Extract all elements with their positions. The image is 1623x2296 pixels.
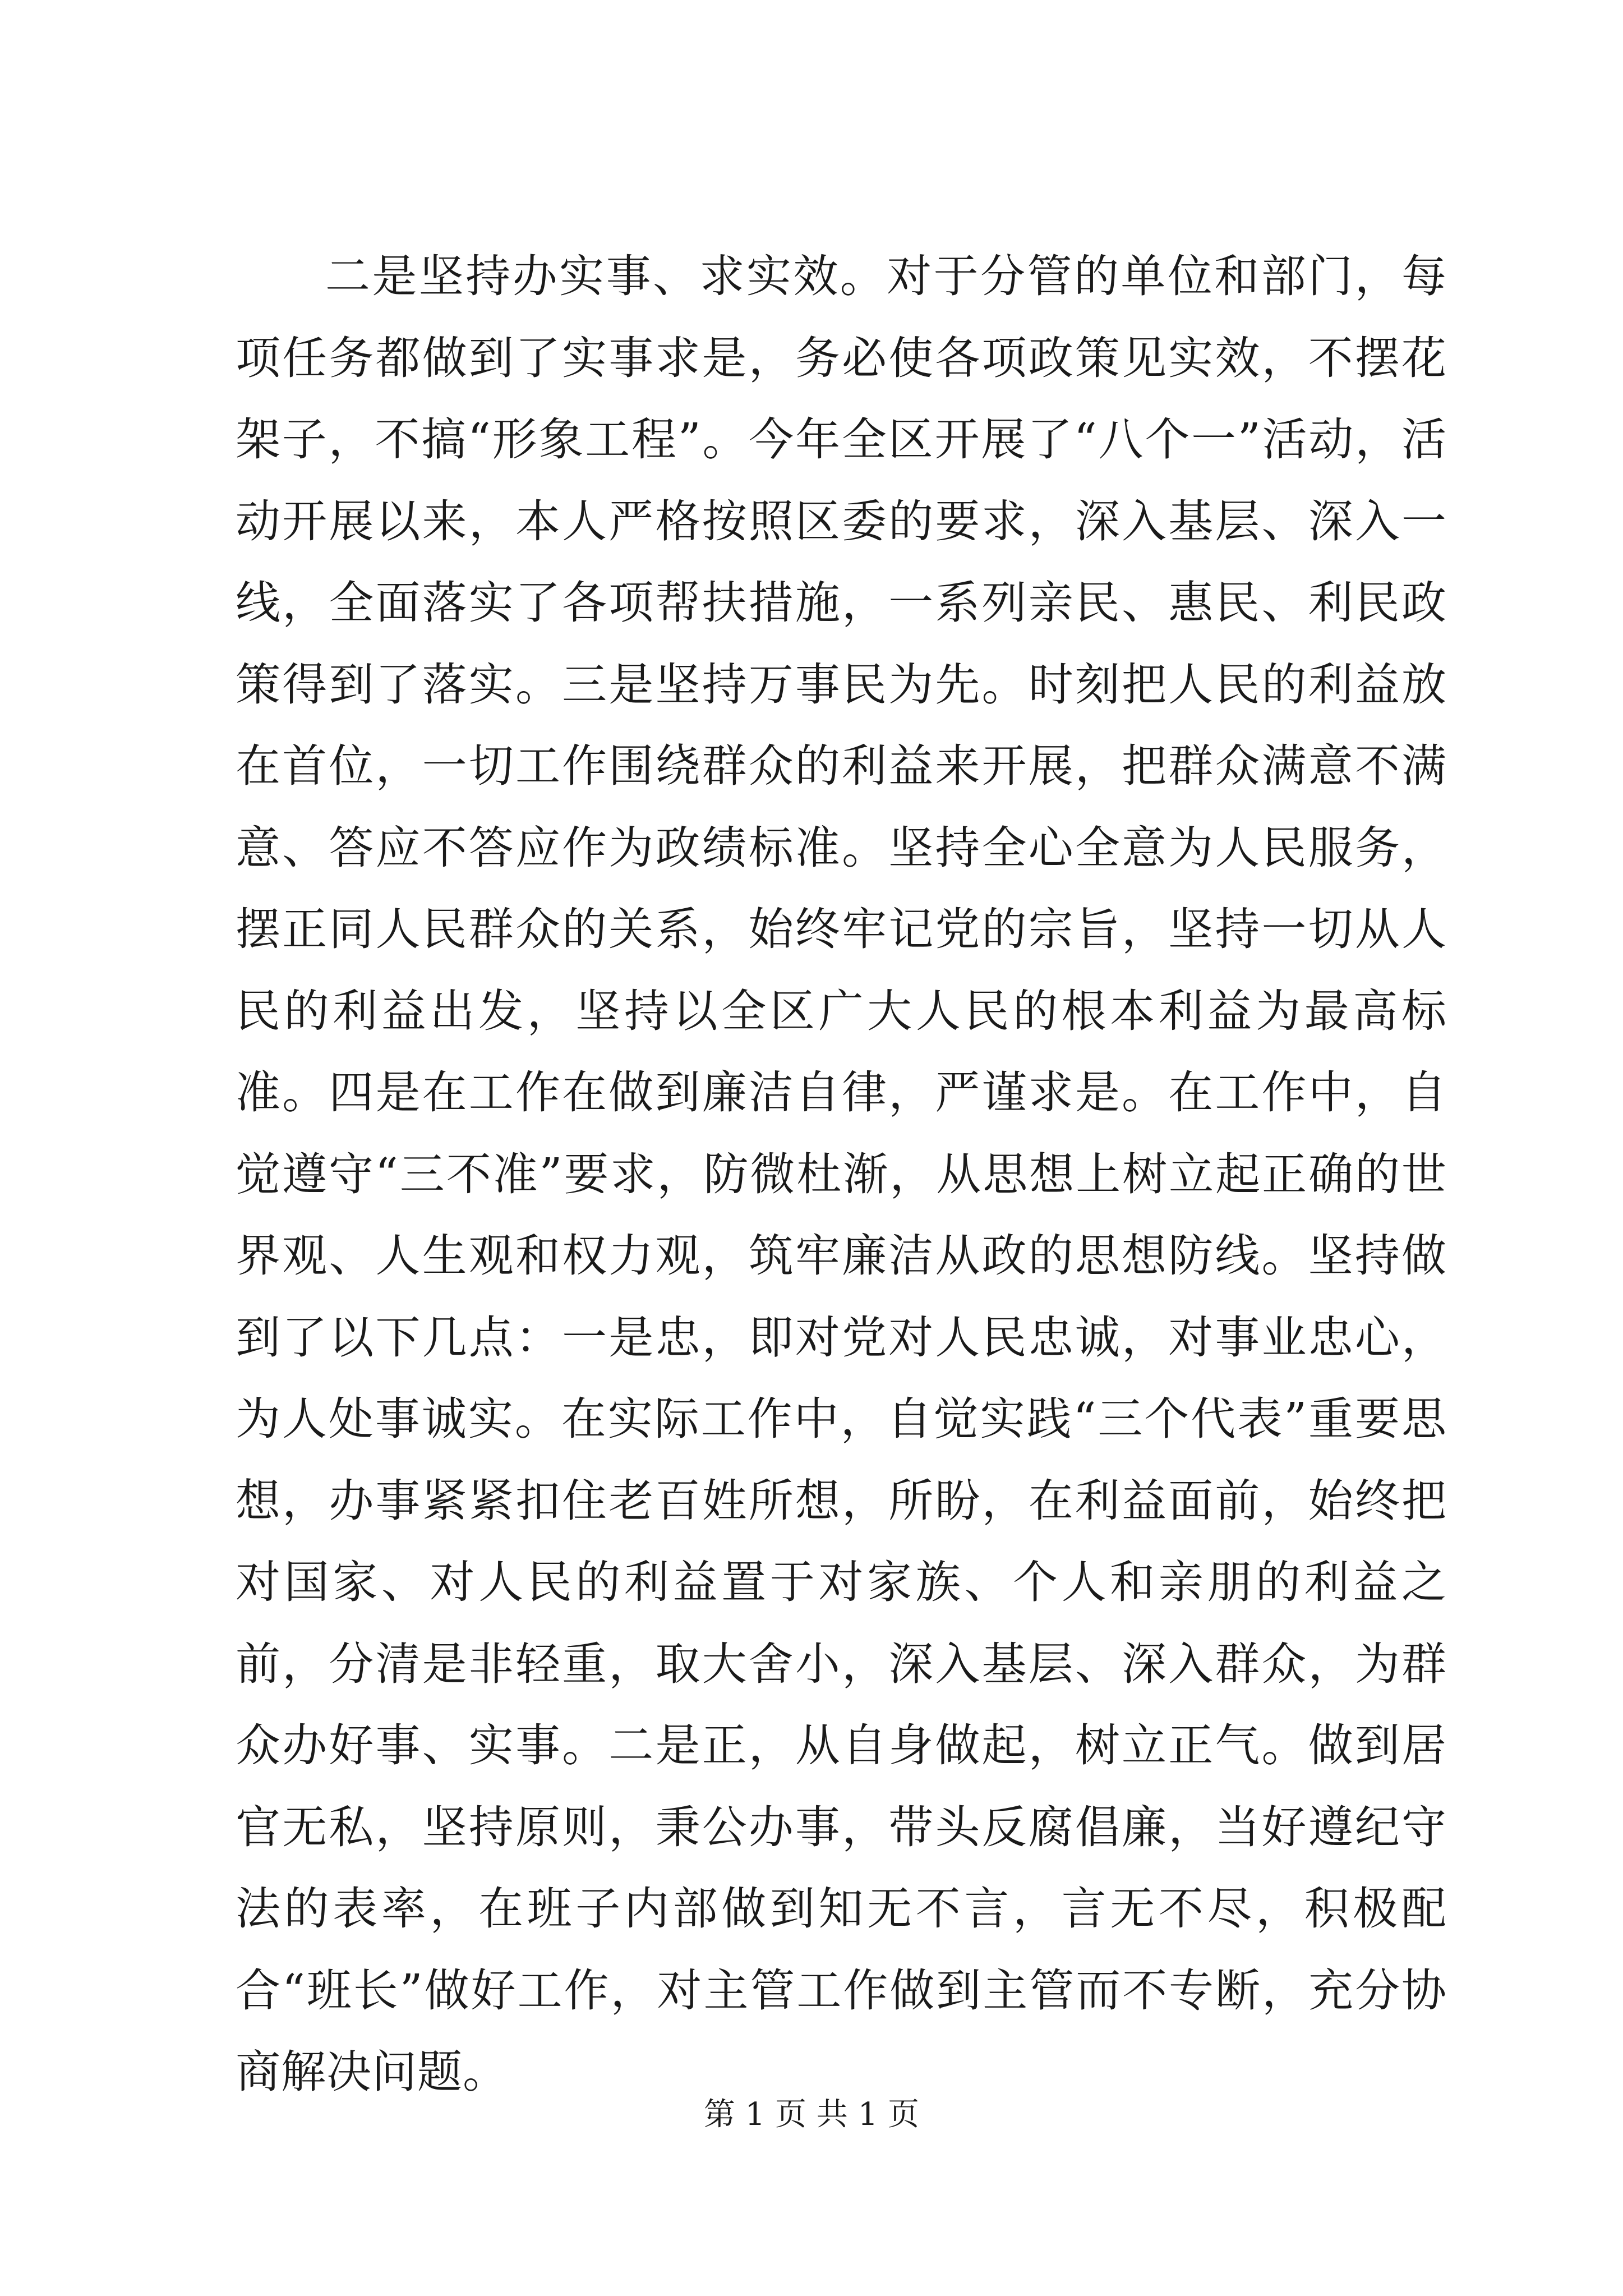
page-number-footer: 第 1 页 共 1 页 [703,2096,920,2133]
body-paragraph: 二是坚持办实事、求实效。对于分管的单位和部门，每项任务都做到了实事求是，务必使各项政策见实效，不摆花架子，不搞“形象工程”。今年全区开展了“八个一”活动，活动开展以来，本人严格按照区委的要求，深入基层、深入一线，全面落实了各项帮扶措施，一系列亲民、惠民、利民政策得到了落实。三是坚持万事民为先。时刻把人民的利益放在首位，一切工作围绕群众的利益来开展，把群众满意不满意、答应不答应作为政绩标准。坚持全心全意为人民服务，摆正同人民群众的关系，始终牢记党的宗旨，坚持一切从人民的利益出发，坚持以全区广大人民的根本利益为最高标准。四是在工作在做到廉洁自律，严谨求是。在工作中，自觉遵守“三不准”要求，防微杜渐，从思想上树立起正确的世界观、人生观和权力观，筑牢廉洁从政的思想防线。坚持做到了以下几点：一是忠，即对党对人民忠诚，对事业忠心，为人处事诚实。在实际工作中，自觉实践“三个代表”重要思想，办事紧紧扣住老百姓所想，所盼，在利益面前，始终把对国家、对人民的利益置于对家族、个人和亲朋的利益之前，分清是非轻重，取大舍小，深入基层、深入群众，为群众办好事、实事。二是正，从自身做起，树立正气。做到居官无私，坚持原则，秉公办事，带头反腐倡廉，当好遵纪守法的表率，在班子内部做到知无不言，言无不尽，积极配合“班长”做好工作，对主管工作做到主管而不专断，充分协商解决问题。 [236,250,1447,2098]
